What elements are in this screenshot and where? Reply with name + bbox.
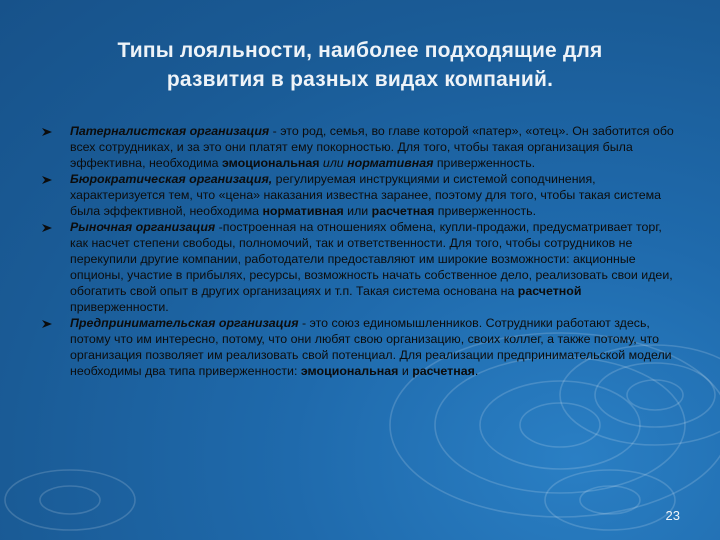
arrowhead-bullet-icon: [42, 224, 52, 232]
arrowhead-bullet-icon: [42, 176, 52, 184]
title-line-2: развития в разных видах компаний.: [166, 68, 554, 91]
item-emphasis-1: эмоциональная: [300, 364, 399, 378]
item-ending: приверженность.: [433, 156, 536, 170]
list-item-entrepreneurial: [40, 315, 680, 379]
item-emphasis-1: нормативная: [262, 204, 344, 218]
item-text: - это союз единомышленников. Сотрудники работают здесь, потому что им интересно, потому, что они любят свою организацию, своих коллег, а также потому, что организация позволяет им реализовать свой потенциал. Для реализации предпринимательской модели необходимы два типа приверженности:: [70, 316, 672, 378]
item-connector: и: [398, 364, 413, 378]
item-term: Рыночная организация: [70, 220, 216, 234]
item-connector: или: [319, 156, 348, 170]
item-emphasis-2: расчетная: [412, 364, 475, 378]
item-term: Бюрократическая организация,: [70, 172, 273, 186]
item-emphasis-2: нормативная: [347, 156, 434, 170]
item-emphasis-2: расчетная: [371, 204, 435, 218]
arrowhead-bullet-icon: [42, 128, 52, 136]
item-text: - это род, семья, во главе которой «патер», «отец». Он заботится обо всех сотрудниках, и за это они платят ему покорностью. Для того, чтобы такая организация была эффективна, необходима: [70, 124, 674, 170]
list-item-bureaucratic: [40, 171, 680, 219]
item-ending: приверженность.: [434, 204, 537, 218]
loyalty-types-list: [40, 123, 680, 379]
list-item-paternalistic: [40, 123, 680, 171]
item-term: Предпринимательская организация: [70, 316, 299, 330]
item-text: регулируемая инструкциями и системой соподчинения, характеризуется тем, что «цена» наказания известна заранее, поэтому для того, чтобы такая система была эффективной, необходима: [70, 172, 662, 218]
item-ending: приверженности.: [70, 300, 169, 314]
item-connector: или: [343, 204, 372, 218]
item-emphasis-1: эмоциональная: [221, 156, 320, 170]
item-text: -построенная на отношениях обмена, купли-продажи, предусматривает торг, как насчет степени свободы, полномочий, так и ответственности. Для того, чтобы сотрудников не перекупили другие компании, работодатели предоставляют им широкие возможности: акционные опционы, участие в прибылях, ресурсы, возможность начать собственное дело, реализовать свои идеи, обогатить свой опыт в других организациях и т.п. Такая система основана на: [70, 220, 673, 298]
title-line-1: Типы лояльности, наиболее подходящие для: [117, 39, 603, 62]
item-term: Патерналистская организация: [70, 124, 270, 138]
slide-title: [60, 36, 660, 94]
list-item-market: [40, 219, 680, 315]
arrowhead-bullet-icon: [42, 320, 52, 328]
page-number: 23: [665, 508, 680, 523]
item-ending: .: [474, 364, 479, 378]
item-emphasis-1: расчетной: [517, 284, 582, 298]
